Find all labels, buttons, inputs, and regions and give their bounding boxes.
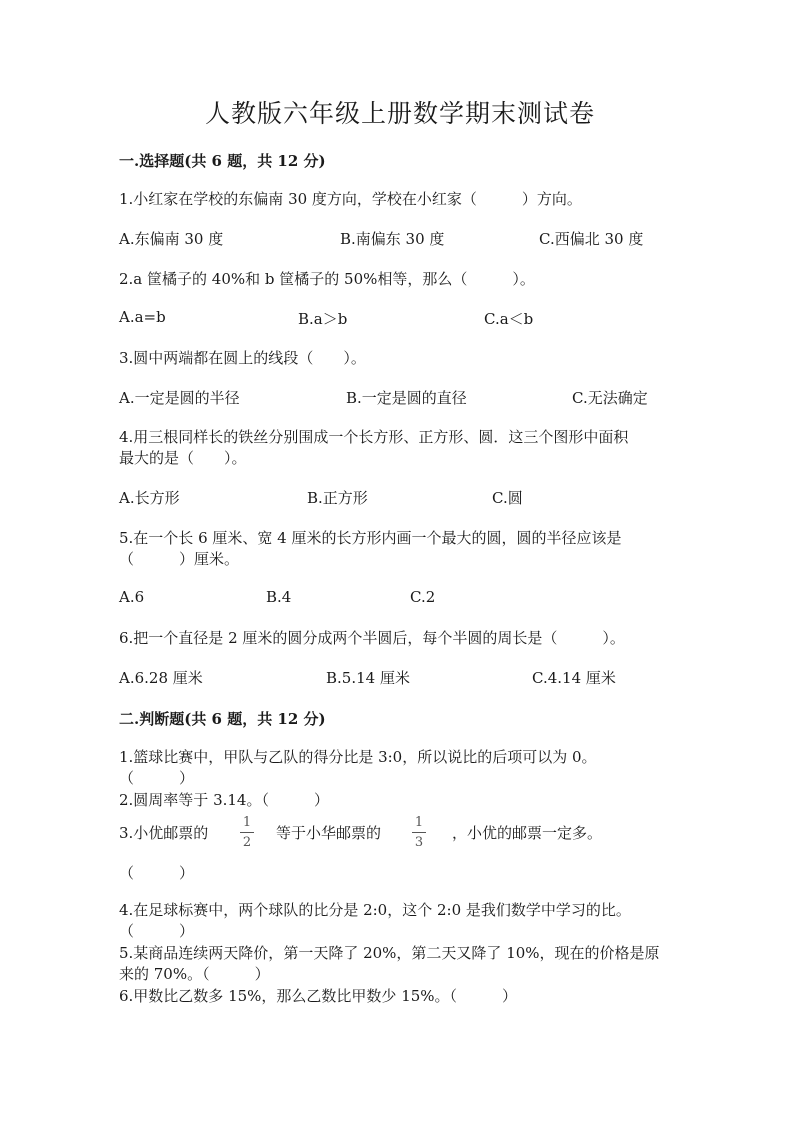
judge-question-3-blank: （ ） xyxy=(119,864,195,882)
judge-question-6: 6.甲数比乙数多 15%，那么乙数比甲数少 15%。（ ） xyxy=(119,987,518,1005)
fraction-bar xyxy=(412,832,426,833)
fraction-denominator: 2 xyxy=(242,835,252,850)
judge-question-2: 2.圆周率等于 3.14。（ ） xyxy=(119,791,329,809)
judge-question-3-part2: 等于小华邮票的 xyxy=(276,824,382,842)
judge-question-4-line2: （ ） xyxy=(119,922,195,940)
fraction-numerator: 1 xyxy=(242,815,252,830)
option-b: B.南偏东 30 度 xyxy=(340,230,445,248)
judge-question-1: 1.篮球比赛中，甲队与乙队的得分比是 3:0，所以说比的后项可以为 0。 xyxy=(119,748,597,766)
judge-question-3-part1: 3.小优邮票的 xyxy=(119,824,209,842)
choice-question-5-line2: （ ）厘米。 xyxy=(119,550,240,568)
option-a: A.一定是圆的半径 xyxy=(119,389,240,407)
fraction-one-third xyxy=(410,815,428,850)
option-b: B.a＞b xyxy=(298,310,348,328)
option-b: B.正方形 xyxy=(307,489,368,507)
option-c: C.4.14 厘米 xyxy=(532,669,616,687)
fraction-one-half xyxy=(238,815,256,850)
fraction-bar xyxy=(240,832,254,833)
option-c: C.2 xyxy=(410,588,436,606)
choice-question-6: 6.把一个直径是 2 厘米的圆分成两个半圆后，每个半圆的周长是（ ）。 xyxy=(119,629,625,647)
choice-question-1: 1.小红家在学校的东偏南 30 度方向，学校在小红家（ ）方向。 xyxy=(119,190,582,208)
judge-question-3-part3: ，小优的邮票一定多。 xyxy=(452,824,603,842)
option-a: A.6.28 厘米 xyxy=(119,669,203,687)
judge-question-5-line2: 来的 70%。（ ） xyxy=(119,965,270,983)
choice-question-5: 5.在一个长 6 厘米、宽 4 厘米的长方形内画一个最大的圆，圆的半径应该是 xyxy=(119,529,622,547)
option-a: A.6 xyxy=(119,588,145,606)
choice-question-2: 2.a 筐橘子的 40%和 b 筐橘子的 50%相等，那么（ ）。 xyxy=(119,270,535,288)
choice-question-3: 3.圆中两端都在圆上的线段（ ）。 xyxy=(119,349,366,367)
option-a: A.a=b xyxy=(119,308,166,326)
option-c: C.圆 xyxy=(492,489,523,507)
section-heading-judgement: 二.判断题(共 6 题，共 12 分) xyxy=(119,710,326,728)
option-b: B.一定是圆的直径 xyxy=(346,389,467,407)
option-c: C.无法确定 xyxy=(572,389,648,407)
option-b: B.4 xyxy=(266,588,292,606)
option-c: C.a＜b xyxy=(484,310,534,328)
fraction-numerator: 1 xyxy=(414,815,424,830)
judge-question-5: 5.某商品连续两天降价，第一天降了 20%，第二天又降了 10%，现在的价格是原 xyxy=(119,944,660,962)
option-b: B.5.14 厘米 xyxy=(326,669,410,687)
option-c: C.西偏北 30 度 xyxy=(539,230,644,248)
choice-question-4: 4.用三根同样长的铁丝分别围成一个长方形、正方形、圆．这三个图形中面积 xyxy=(119,428,629,446)
judge-question-1-line2: （ ） xyxy=(119,769,195,787)
judge-question-4: 4.在足球标赛中，两个球队的比分是 2:0，这个 2:0 是我们数学中学习的比。 xyxy=(119,901,631,919)
page-title: 人教版六年级上册数学期末测试卷 xyxy=(204,99,595,128)
choice-question-4-line2: 最大的是（ ）。 xyxy=(119,449,247,467)
fraction-denominator: 3 xyxy=(414,835,424,850)
option-a: A.东偏南 30 度 xyxy=(119,230,224,248)
option-a: A.长方形 xyxy=(119,489,180,507)
section-heading-choice: 一.选择题(共 6 题，共 12 分) xyxy=(119,152,326,170)
